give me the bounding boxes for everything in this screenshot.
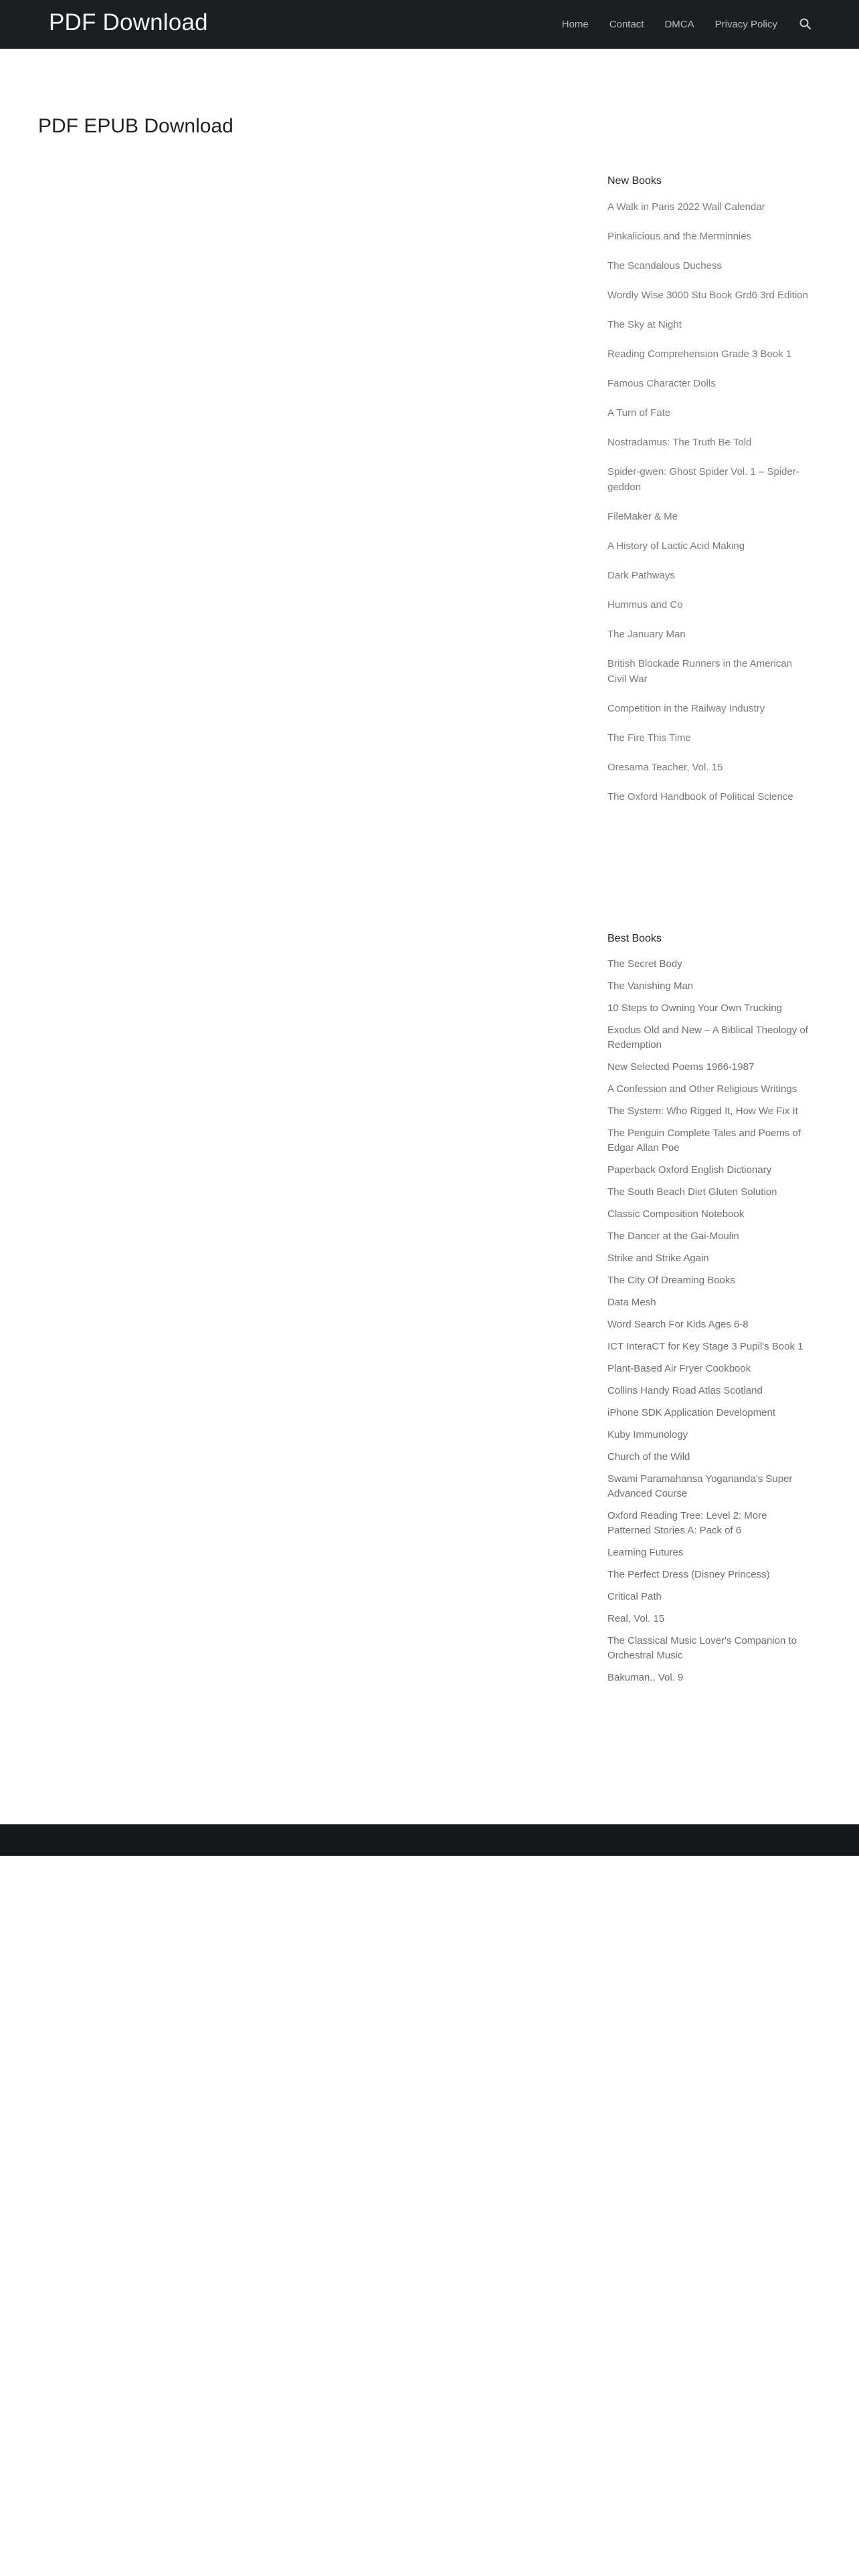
list-item	[607, 199, 808, 215]
best-books-list	[607, 957, 808, 1685]
list-item	[607, 1104, 808, 1119]
new-book-link[interactable]: Hummus and Co	[607, 599, 683, 611]
new-book-link[interactable]: The Oxford Handbook of Political Science	[607, 791, 793, 802]
site-brand-link[interactable]: PDF Download	[49, 9, 208, 35]
new-book-link[interactable]: The Sky at Night	[607, 319, 682, 330]
list-item	[607, 1251, 808, 1266]
new-book-link[interactable]: Pinkalicious and the Merminnies	[607, 231, 752, 242]
page-title: PDF EPUB Download	[38, 115, 233, 137]
new-books-widget	[607, 175, 808, 819]
new-book-link[interactable]: British Blockade Runners in the American Civil War	[607, 658, 792, 685]
best-book-link[interactable]: Word Search For Kids Ages 6-8	[607, 1319, 749, 1330]
new-book-link[interactable]: Reading Comprehension Grade 3 Book 1	[607, 348, 792, 360]
list-item	[607, 760, 808, 775]
best-book-link[interactable]: 10 Steps to Owning Your Own Trucking	[607, 1002, 782, 1014]
best-book-link[interactable]: Church of the Wild	[607, 1451, 690, 1463]
best-book-link[interactable]: The City Of Dreaming Books	[607, 1275, 735, 1286]
new-books-list	[607, 199, 808, 804]
best-book-link[interactable]: The Penguin Complete Tales and Poems of Edgar Allan Poe	[607, 1128, 801, 1154]
list-item	[607, 1339, 808, 1354]
new-book-link[interactable]: Famous Character Dolls	[607, 378, 716, 389]
list-item	[607, 1406, 808, 1420]
new-book-link[interactable]: A History of Lactic Acid Making	[607, 540, 745, 552]
new-book-link[interactable]: Spider-gwen: Ghost Spider Vol. 1 – Spider-geddon	[607, 466, 799, 493]
new-book-link[interactable]: Competition in the Railway Industry	[607, 703, 765, 714]
list-item	[607, 538, 808, 554]
list-item	[607, 1295, 808, 1310]
list-item	[607, 1450, 808, 1465]
best-book-link[interactable]: Critical Path	[607, 1591, 662, 1602]
best-books-widget	[607, 933, 808, 1693]
best-book-link[interactable]: Bakuman., Vol. 9	[607, 1672, 684, 1683]
list-item	[607, 1568, 808, 1582]
list-item	[607, 1590, 808, 1604]
list-item	[607, 1317, 808, 1332]
best-book-link[interactable]: Data Mesh	[607, 1297, 656, 1308]
new-book-link[interactable]: Oresama Teacher, Vol. 15	[607, 762, 723, 773]
main-nav	[541, 0, 812, 48]
list-item	[607, 1229, 808, 1244]
best-book-link[interactable]: The Perfect Dress (Disney Princess)	[607, 1569, 770, 1580]
new-books-title: New Books	[607, 175, 662, 187]
list-item	[607, 1001, 808, 1016]
nav-contact-link[interactable]: Contact	[609, 18, 644, 30]
list-item	[607, 1023, 808, 1053]
list-item	[607, 1509, 808, 1538]
best-book-link[interactable]: Classic Composition Notebook	[607, 1208, 745, 1220]
list-item	[607, 656, 808, 687]
list-item	[607, 1163, 808, 1178]
list-item	[607, 1384, 808, 1398]
best-book-link[interactable]: The Classical Music Lover's Companion to Orchestral Music	[607, 1635, 797, 1661]
list-item	[607, 1671, 808, 1685]
best-book-link[interactable]: The System: Who Rigged It, How We Fix It	[607, 1105, 798, 1117]
list-item	[607, 597, 808, 613]
new-book-link[interactable]: The Fire This Time	[607, 732, 691, 744]
best-book-link[interactable]: New Selected Poems 1966-1987	[607, 1061, 755, 1073]
best-book-link[interactable]: The Secret Body	[607, 958, 682, 970]
nav-home-link[interactable]: Home	[561, 18, 589, 30]
list-item	[607, 464, 808, 495]
new-book-link[interactable]: Wordly Wise 3000 Stu Book Grd6 3rd Edition	[607, 290, 808, 301]
best-book-link[interactable]: Strike and Strike Again	[607, 1253, 709, 1264]
list-item	[607, 1362, 808, 1376]
best-book-link[interactable]: Learning Futures	[607, 1547, 684, 1558]
list-item	[607, 317, 808, 332]
list-item	[607, 1126, 808, 1156]
list-item	[607, 1472, 808, 1501]
list-item	[607, 1207, 808, 1222]
new-book-link[interactable]: A Turn of Fate	[607, 407, 671, 419]
list-item	[607, 405, 808, 421]
best-book-link[interactable]: iPhone SDK Application Development	[607, 1407, 775, 1418]
best-book-link[interactable]: Kuby Immunology	[607, 1429, 688, 1440]
list-item	[607, 789, 808, 804]
best-book-link[interactable]: Real, Vol. 15	[607, 1613, 665, 1624]
list-item	[607, 957, 808, 972]
list-item	[607, 229, 808, 244]
list-item	[607, 509, 808, 524]
nav-dmca-link[interactable]: DMCA	[664, 18, 694, 30]
list-item	[607, 627, 808, 642]
list-item	[607, 376, 808, 391]
list-item	[607, 258, 808, 274]
list-item	[607, 1185, 808, 1200]
new-book-link[interactable]: FileMaker & Me	[607, 511, 678, 522]
best-book-link[interactable]: Collins Handy Road Atlas Scotland	[607, 1385, 763, 1396]
list-item	[607, 288, 808, 303]
list-item	[607, 1060, 808, 1075]
best-book-link[interactable]: Plant-Based Air Fryer Cookbook	[607, 1363, 751, 1374]
top-navbar	[0, 0, 859, 49]
list-item	[607, 1082, 808, 1097]
best-book-link[interactable]: The Dancer at the Gai-Moulin	[607, 1230, 739, 1242]
list-item	[607, 435, 808, 450]
best-book-link[interactable]: Oxford Reading Tree: Level 2: More Patterned Stories A: Pack of 6	[607, 1510, 767, 1536]
best-books-title: Best Books	[607, 933, 662, 944]
best-book-link[interactable]: The South Beach Diet Gluten Solution	[607, 1186, 777, 1198]
list-item	[607, 1273, 808, 1288]
new-book-link[interactable]: The Scandalous Duchess	[607, 260, 722, 272]
list-item	[607, 1428, 808, 1442]
best-book-link[interactable]: Swami Paramahansa Yogananda's Super Advanced Course	[607, 1473, 793, 1499]
list-item	[607, 346, 808, 362]
list-item	[607, 568, 808, 583]
list-item	[607, 979, 808, 994]
new-book-link[interactable]: Nostradamus: The Truth Be Told	[607, 437, 752, 448]
best-book-link[interactable]: A Confession and Other Religious Writings	[607, 1083, 797, 1095]
new-book-link[interactable]: A Walk in Paris 2022 Wall Calendar	[607, 201, 765, 213]
list-item	[607, 1612, 808, 1626]
best-book-link[interactable]: The Vanishing Man	[607, 980, 694, 992]
new-book-link[interactable]: The January Man	[607, 629, 686, 640]
site-footer	[0, 1824, 859, 1856]
list-item	[607, 1634, 808, 1663]
list-item	[607, 1545, 808, 1560]
best-book-link[interactable]: ICT InteraCT for Key Stage 3 Pupil's Book 1	[607, 1341, 803, 1352]
list-item	[607, 730, 808, 746]
best-book-link[interactable]: Exodus Old and New – A Biblical Theology of Redemption	[607, 1025, 808, 1051]
best-book-link[interactable]: Paperback Oxford English Dictionary	[607, 1164, 772, 1176]
nav-privacy-policy-link[interactable]: Privacy Policy	[714, 18, 777, 30]
list-item	[607, 701, 808, 716]
new-book-link[interactable]: Dark Pathways	[607, 570, 675, 581]
search-icon[interactable]	[799, 17, 812, 31]
